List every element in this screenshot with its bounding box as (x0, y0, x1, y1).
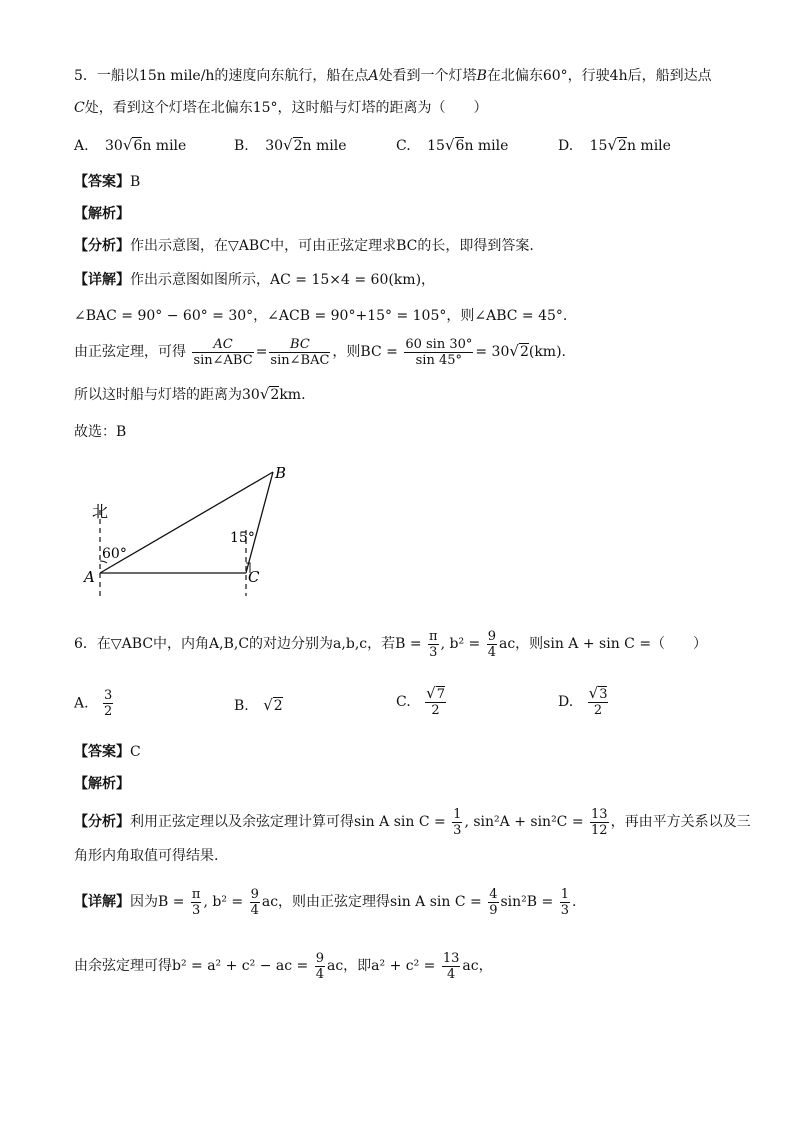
fraction (103, 688, 113, 719)
radicand: 2 (519, 344, 529, 360)
radicand: 3 (599, 687, 608, 702)
q5-stem-text: 处，看到这个灯塔在北偏东15°，这时船与灯塔的距离为（ ） (84, 100, 488, 116)
denominator: 4 (446, 966, 456, 982)
solution-text: 因为B = (130, 894, 185, 910)
fraction (425, 686, 446, 718)
xiangjie-tag: 【详解】 (74, 894, 130, 910)
solution-text: 由余弦定理可得b² = a² + c² − ac = (74, 958, 309, 974)
option-unit: n mile (464, 138, 509, 154)
denominator: 3 (453, 822, 462, 838)
radicand: 2 (273, 698, 283, 714)
sqrt-symbol: √2 (259, 385, 280, 403)
point-a: A (368, 68, 379, 84)
fenxi-tag: 【分析】 (74, 814, 130, 830)
q6-stem (74, 626, 707, 662)
angle-15-label: 15° (230, 530, 255, 546)
q5-option-a (74, 136, 186, 154)
q6-xiangjie-line2 (74, 948, 493, 984)
angle-60-label: 60° (102, 546, 127, 562)
denominator: sin∠ABC (193, 352, 253, 368)
denominator: 4 (250, 902, 259, 918)
q5-answer (74, 172, 140, 192)
fraction (488, 887, 498, 918)
denominator: 2 (431, 703, 440, 718)
option-label: D. (558, 138, 574, 154)
denominator: sin∠BAC (270, 352, 330, 368)
fenxi-text: , sin²A + sin²C = (464, 814, 584, 830)
option-coef: 15 (589, 138, 608, 154)
q5-option-b (234, 136, 347, 154)
solution-text: , b² = (203, 894, 244, 910)
sqrt-symbol: √2 (283, 136, 303, 154)
numerator: 3 (104, 688, 113, 703)
analysis-tag: 【解析】 (74, 206, 130, 222)
fraction (590, 807, 609, 838)
q6-stem-text: , b² = (440, 636, 481, 652)
solution-text: 由正弦定理，可得 (74, 344, 186, 360)
option-label: A. (74, 695, 89, 712)
denominator: sin 45° (415, 352, 463, 368)
q6-stem-text: ac，则sin A + sin C =（ ） (498, 636, 708, 652)
q6-answer (74, 742, 141, 762)
q5-analysis-heading (74, 204, 130, 224)
option-label: C. (396, 694, 411, 710)
numerator: 9 (250, 886, 259, 902)
q6-analysis-heading (74, 774, 130, 794)
q6-option-d (558, 686, 610, 718)
point-b: B (476, 68, 487, 84)
numerator: 9 (315, 950, 324, 966)
fraction (428, 629, 439, 660)
solution-text: 所以这时船与灯塔的距离为30 (74, 387, 260, 403)
sqrt-symbol: √6 (444, 136, 465, 154)
radicand: 2 (270, 387, 280, 403)
denominator: 12 (591, 822, 608, 838)
radicand: 6 (133, 138, 143, 154)
triangle-figure (70, 460, 310, 600)
fraction (404, 337, 473, 368)
numerator: 1 (453, 806, 462, 822)
solution-text: ∠BAC = 90° − 60° = 30°，∠ACB = 90°+15° = 105°，则∠ABC = 45°. (74, 308, 568, 324)
fraction (191, 887, 202, 918)
vertex-c-label: C (248, 568, 260, 586)
q5-choose (74, 422, 126, 442)
numerator: π (429, 628, 438, 644)
fraction (588, 686, 609, 718)
fraction (487, 629, 497, 660)
q6-stem-text: 6．在▽ABC中，内角A,B,C的对边分别为a,b,c，若B = (74, 636, 422, 652)
fenxi-tag: 【分析】 (74, 238, 130, 254)
fraction (192, 337, 253, 368)
radicand: 6 (455, 138, 465, 154)
q6-fenxi-line2 (74, 846, 218, 866)
numerator: π (191, 886, 201, 902)
option-label: D. (558, 694, 574, 710)
option-coef: 15 (427, 138, 445, 154)
option-label: A. (74, 138, 89, 154)
fraction (250, 887, 260, 918)
sqrt-symbol: √2 (509, 342, 529, 360)
sqrt-symbol: √6 (122, 136, 143, 154)
vertex-b-label: B (275, 464, 287, 482)
solution-text: ，则BC = (332, 344, 398, 360)
solution-text: ac，则由正弦定理得sin A sin C = (261, 894, 482, 910)
sqrt-symbol: √2 (607, 136, 627, 154)
option-label: B. (234, 698, 249, 714)
fraction (269, 337, 330, 368)
solution-text: = 30 (475, 344, 510, 360)
q5-option-c (396, 136, 508, 154)
q5-xiangjie-line2 (74, 306, 567, 326)
solution-text: . (572, 894, 577, 910)
fraction (452, 807, 462, 838)
denominator: 3 (192, 902, 201, 918)
radicand: 7 (436, 687, 445, 702)
option-label: C. (396, 138, 411, 154)
denominator: 4 (315, 966, 324, 982)
xiangjie-tag: 【详解】 (74, 272, 130, 288)
q5-stem-text: 5．一船以15n mile/h的速度向东航行，船在点 (74, 68, 369, 84)
option-unit: n mile (302, 138, 347, 154)
q6-option-b (234, 696, 283, 714)
point-c: C (74, 100, 85, 116)
fraction (442, 951, 461, 982)
sqrt-symbol: √2 (263, 696, 283, 714)
numerator: 13 (591, 806, 608, 822)
q5-stem-text: 在北偏东60°，行驶4h后，船到达点 (486, 68, 712, 84)
solution-text: ac，即a² + c² = (326, 958, 436, 974)
denominator: 3 (560, 902, 569, 918)
option-coef: 30 (265, 138, 284, 154)
denominator: 9 (489, 902, 498, 918)
fenxi-text: 作出示意图，在▽ABC中，可由正弦定理求BC的长，即得到答案. (130, 238, 534, 254)
solution-text: sin²B = (500, 894, 554, 910)
sqrt-symbol: √7 (426, 684, 445, 702)
solution-text: (km). (528, 344, 566, 360)
analysis-tag: 【解析】 (74, 776, 130, 792)
q5-fenxi (74, 236, 534, 256)
vertex-a-label: A (84, 568, 95, 586)
q5-stem-line1 (74, 66, 712, 86)
numerator: BC (269, 337, 330, 353)
fraction (315, 951, 325, 982)
option-coef: 30 (105, 138, 123, 154)
q6-option-a (74, 688, 115, 719)
radicand: 2 (293, 138, 303, 154)
denominator: 2 (104, 704, 113, 719)
north-label: 北 (92, 502, 109, 521)
q5-stem-text: 处看到一个灯塔 (378, 68, 477, 84)
solution-text: ac， (462, 958, 493, 974)
q5-xiangjie-line1 (74, 270, 435, 290)
q6-option-c (396, 686, 448, 718)
fenxi-text: 利用正弦定理以及余弦定理计算可得sin A sin C = (130, 814, 446, 830)
q5-xiangjie-line4 (74, 384, 306, 405)
numerator: 9 (487, 628, 496, 644)
sqrt-symbol: √3 (588, 684, 608, 702)
option-unit: n mile (142, 138, 187, 154)
fraction (560, 887, 570, 918)
denominator: 2 (593, 703, 603, 718)
q6-xiangjie-line1 (74, 884, 576, 920)
denominator: 3 (429, 644, 438, 660)
q6-fenxi-line1 (74, 804, 751, 840)
numerator: AC (192, 337, 253, 353)
q5-xiangjie-line3: 由正弦定理，可得 $\frac{AC}{\text{sin∠ABC}}$ = $\frac{BC}{\text{sin∠BAC}}$ ，则BC = $\frac{60 \sin 30^\circ}{\sin 45^\circ}$ = 30√2(km). (74, 334, 566, 369)
answer-value: B (130, 174, 141, 190)
side-cb (246, 472, 273, 573)
radicand: 2 (618, 138, 627, 154)
solution-text: 作出示意图如图所示，AC = 15×4 = 60(km)， (130, 272, 436, 288)
option-unit: n mile (626, 138, 671, 154)
numerator: 1 (560, 886, 569, 902)
q5-option-d (558, 136, 671, 154)
answer-tag: 【答案】 (74, 744, 130, 760)
numerator: 4 (489, 886, 498, 902)
option-label: B. (234, 138, 249, 154)
q5-stem-line2 (74, 98, 488, 118)
fenxi-text: 角形内角取值可得结果. (74, 848, 219, 864)
solution-text: km. (279, 387, 306, 403)
choose-text: 故选：B (74, 424, 127, 440)
answer-value: C (130, 744, 141, 760)
answer-tag: 【答案】 (74, 174, 130, 190)
numerator: 60 sin 30° (405, 336, 473, 352)
fenxi-text: ，再由平方关系以及三 (610, 814, 751, 830)
numerator: 13 (442, 950, 460, 966)
denominator: 4 (487, 644, 496, 660)
